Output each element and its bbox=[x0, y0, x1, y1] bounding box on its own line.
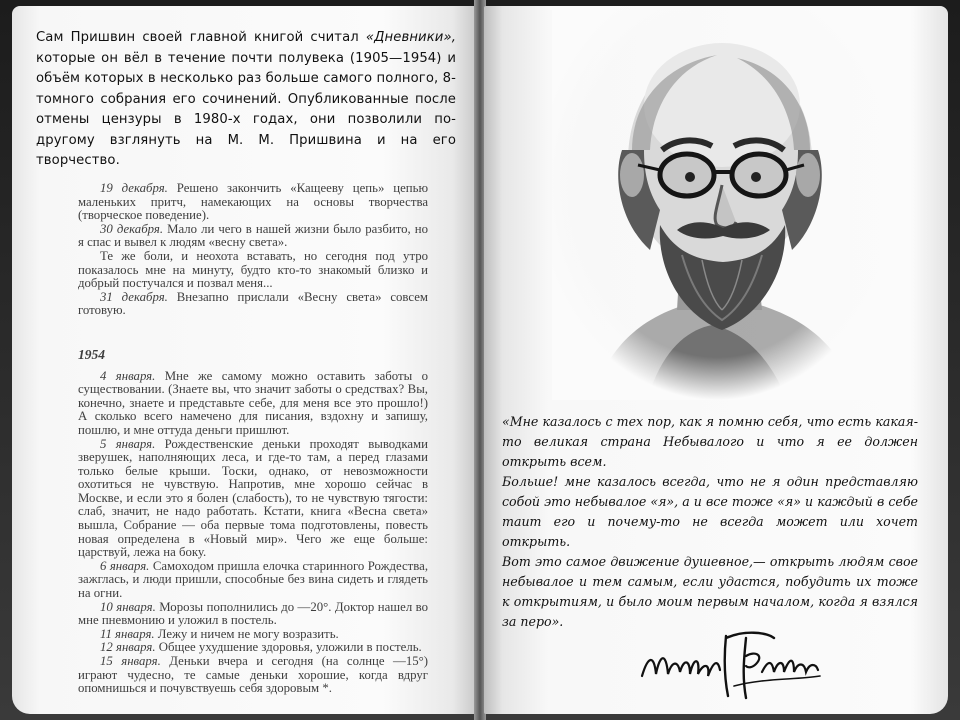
diary-entry-text: Морозы пополнились до —20°. Доктор нашел во мне пневмонию и уложил в постель. bbox=[78, 599, 429, 628]
diary-entry bbox=[78, 438, 428, 560]
diary-entry-date: 5 января. bbox=[100, 436, 156, 451]
diary-entry bbox=[78, 560, 428, 601]
diary-entry bbox=[78, 655, 428, 696]
portrait-drawing bbox=[552, 10, 882, 400]
diary-entry bbox=[78, 370, 428, 438]
diary-entry bbox=[78, 291, 428, 318]
diary-entry-date: 4 января. bbox=[100, 368, 156, 383]
diary-entry-text: Мне же самому можно оставить заботы о существовании. (Знаете вы, что значит заботы о средствах? Вы, конечно, знаете и представьте себе, для меня все это прошло!) А сколько всего намечено для писания, вздохну и запишу, пошлю, и мне оттуда деньги пришлют. bbox=[78, 368, 429, 437]
diary-entry bbox=[78, 223, 428, 250]
intro-book-title: «Дневники», bbox=[365, 30, 456, 45]
intro-paragraph bbox=[36, 28, 456, 172]
diary-entry bbox=[78, 250, 428, 291]
diary-entry-date: 19 декабря. bbox=[100, 181, 168, 195]
diary-entry bbox=[78, 628, 428, 642]
diary-entry-date: 30 декабря. bbox=[100, 221, 164, 236]
quote-line: Больше! мне казалось всегда, что не я один представляю собой это небывалое «я», а и все тоже «я» и каждый в себе таит его и почему-то не всегда может или хочет открыть. bbox=[502, 474, 918, 549]
diary-entry bbox=[78, 641, 428, 655]
signature-image bbox=[634, 616, 824, 706]
right-page bbox=[484, 6, 948, 714]
diary-entry-text: Рождественские деньки проходят выводками зверушек, наполняющих леса, и где-то там, а перед глазами только белые крыши. Тоски, однако, от невозможности охотиться не чувствую. Напротив, мне хорошо сейчас в Москве, и если это я болен (слабость), то не чувствую тягости: слаб, значит, не надо работать. Кстати, книга «Весна света» вышла, Собрание — оба первые тома подготовлены, повесть новая определена в «Новый мир». Чего же еще больше: царствуй, лежа на боку. bbox=[78, 436, 428, 560]
diary-entries-1953 bbox=[78, 182, 428, 318]
intro-text-start: Сам Пришвин своей главной книгой считал bbox=[36, 30, 366, 45]
diary-scan bbox=[78, 182, 428, 696]
left-page bbox=[12, 6, 476, 714]
diary-entry-text: Самоходом пришла елочка старинного Рождества, зажглась, и люди пришли, способные без вина сидеть и глядеть на огни. bbox=[78, 558, 429, 601]
quote-line: «Мне казалось с тех пор, как я помню себя, что есть какая-то великая страна Небывалого и что я ее должен открыть всем. bbox=[502, 414, 918, 469]
diary-entry-date: 15 января. bbox=[100, 654, 161, 668]
diary-entry-text: Внезапно прислали «Весну света» совсем готовую. bbox=[78, 289, 429, 318]
diary-year-heading: 1954 bbox=[78, 346, 105, 362]
diary-entries-1954 bbox=[78, 370, 428, 696]
diary-entry-date: 11 января. bbox=[100, 626, 155, 641]
diary-entry-text: Деньки вчера и сегодня (на солнце —15°) играют чудесно, те самые деньки хорошие, когда вдруг опомнишься и почувствуешь себя здоровым *. bbox=[78, 654, 429, 696]
diary-entry bbox=[78, 182, 428, 223]
diary-entry-text: Решено закончить «Кащееву цепь» цепью маленьких притч, намекающих на основы творчества (творческое поведение). bbox=[78, 181, 429, 223]
diary-entry-text: Лежу и ничем не могу возразить. bbox=[157, 626, 339, 641]
diary-entry-date: 6 января. bbox=[100, 558, 150, 573]
diary-entry-date: 10 января. bbox=[100, 599, 156, 614]
diary-entry-date: 12 января. bbox=[100, 640, 156, 655]
diary-entry-text: Общее ухудшение здоровья, уложили в постель. bbox=[158, 640, 422, 655]
diary-entry bbox=[78, 601, 428, 628]
quote-line: Вот это самое движение душевное,— открыть людям свое небывалое и тем самым, если удастся, побудить их тоже к открытиям, и было моим первым началом, когда я взялся за перо». bbox=[502, 554, 918, 629]
diary-entry-text: Мало ли чего в нашей жизни было разбито, но я спас и вывел к людям «весну света». bbox=[78, 221, 429, 250]
diary-entry-text: Те же боли, и неохота вставать, но сегодня под утро показалось мне на минуту, будто кто-то знакомый близко и добрый постучался и позвал меня... bbox=[78, 248, 428, 291]
diary-entry-date: 31 декабря. bbox=[100, 289, 168, 304]
intro-text-end: которые он вёл в течение почти полувека (1905—1954) и объём которых в несколько раз больше самого полного, 8-томного собрания его сочинений. Опубликованные после отмены цензуры в 1980-х годах, они позволили по-другому взглянуть на М. М. Пришвина и на его творчество. bbox=[36, 50, 456, 168]
prishvin-quote bbox=[502, 412, 918, 632]
